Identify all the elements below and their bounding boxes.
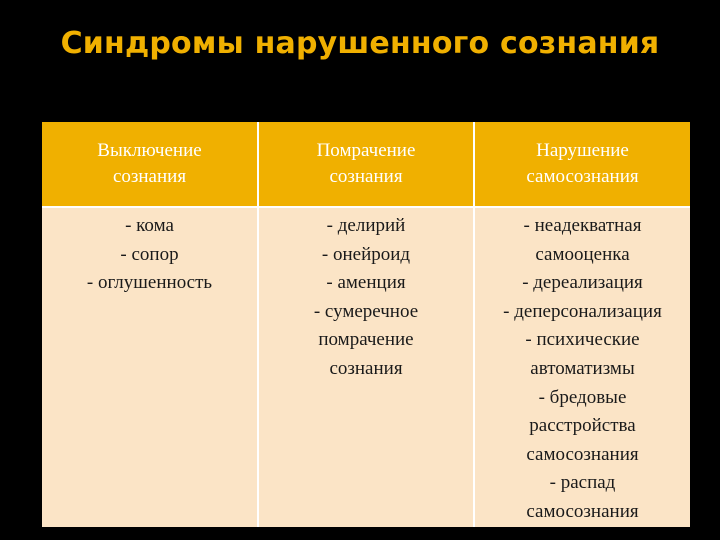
list-item: - кома — [125, 215, 174, 236]
list-item: - дереализация — [522, 272, 643, 294]
slide-title: Синдромы нарушенного сознания — [60, 26, 660, 61]
list-item: - бредовые — [538, 386, 627, 408]
list-item: - делирий — [326, 215, 406, 236]
cell-consciousness-off — [42, 207, 258, 527]
list-item: - неадекватная — [523, 215, 642, 236]
table — [42, 122, 690, 527]
list-item: самооценка — [535, 243, 630, 265]
list-item: - сумеречное — [313, 300, 419, 322]
list-item: самосознания — [526, 500, 639, 522]
list-item: - психические — [525, 329, 640, 351]
header-row — [42, 122, 690, 207]
table-row — [42, 207, 690, 527]
list-item: автоматизмы — [530, 357, 635, 379]
list-item: - аменция — [326, 272, 406, 294]
list-item: - деперсонализация — [503, 300, 662, 322]
list-item: - оглушенность — [86, 272, 213, 294]
header-line: самосознания — [526, 166, 639, 187]
header-cell-self-awareness — [474, 122, 690, 207]
list-item: - сопор — [120, 243, 179, 265]
header-line: Выключение — [97, 140, 202, 161]
header-cell-consciousness-off — [42, 122, 258, 207]
list-item: сознания — [329, 357, 403, 379]
header-cell-clouding — [258, 122, 474, 207]
cell-clouding — [258, 207, 474, 527]
list-item: - онейроид — [321, 243, 411, 265]
list-item: помрачение — [318, 329, 414, 351]
list-item: - распад — [549, 472, 616, 494]
list-item: самосознания — [526, 443, 639, 465]
header-line: Нарушение — [536, 140, 629, 161]
cell-self-awareness — [474, 207, 690, 527]
syndromes-table — [42, 122, 690, 524]
list-item: расстройства — [529, 415, 636, 437]
header-line: сознания — [112, 166, 187, 187]
header-line: Помрачение — [316, 140, 416, 161]
header-line: сознания — [329, 166, 403, 187]
